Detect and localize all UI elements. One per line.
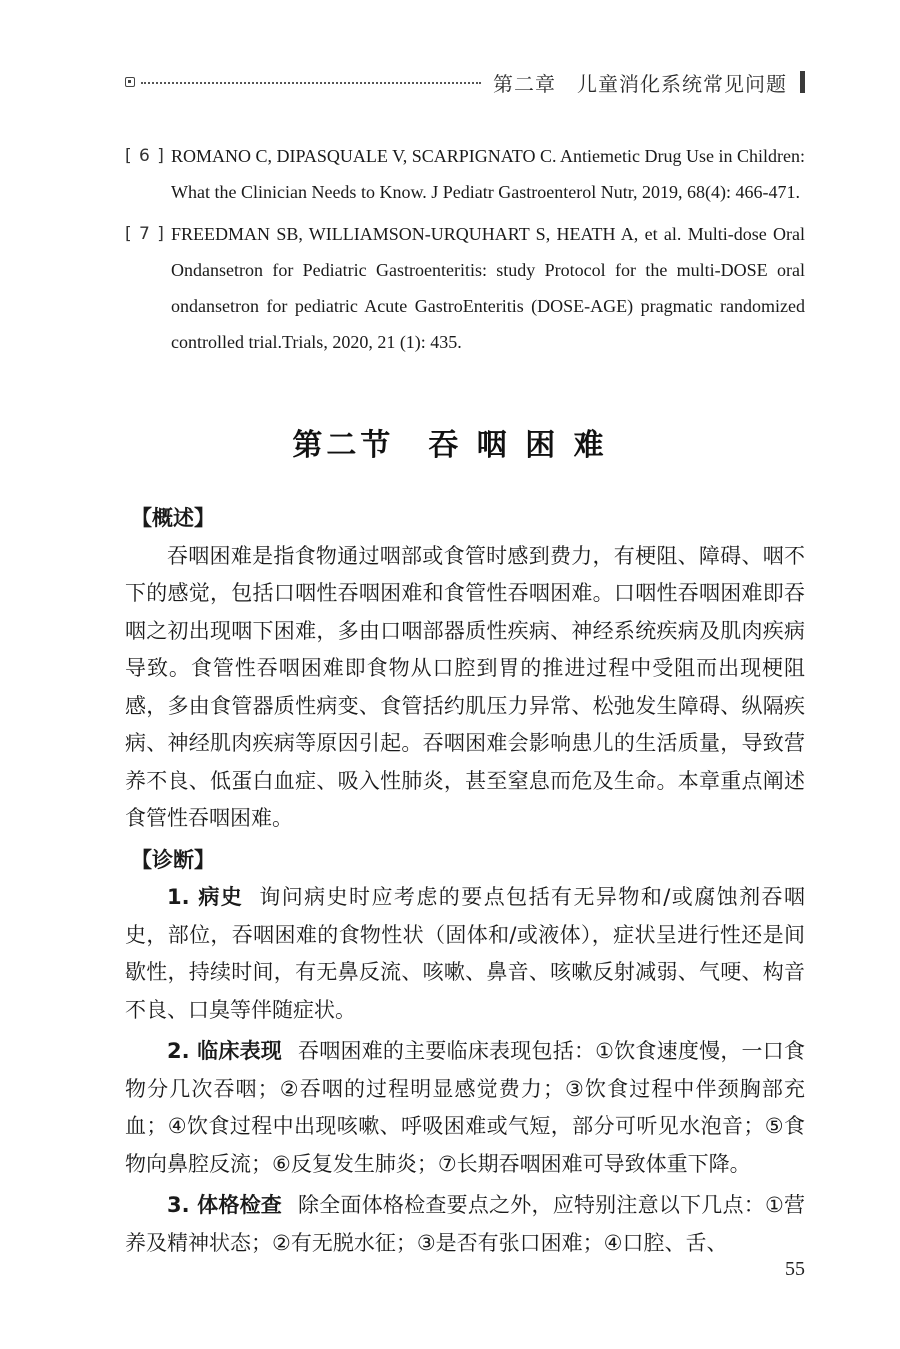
item-text: 询问病史时应考虑的要点包括有无异物和/或腐蚀剂吞咽史，部位，吞咽困难的食物性状（固体和/或液体），症状呈进行性还是间歇性，持续时间，有无鼻反流、咳嗽、鼻音、咳嗽反射减弱、气哽、构音不良、口臭等伴随症状。 <box>125 885 806 1022</box>
diagnosis-item-history <box>125 879 805 1029</box>
reference-number: [ 6 ] <box>125 146 165 166</box>
page-number: 55 <box>785 1258 805 1280</box>
body-text <box>125 500 805 1262</box>
item-term: 1. 病史 <box>167 885 244 909</box>
item-text: 吞咽困难的主要临床表现包括：①饮食速度慢，一口食物分几次吞咽；②吞咽的过程明显感觉费力；③饮食过程中伴颈胸部充血；④饮食过程中出现咳嗽、呼吸困难或气短，部分可听见水泡音；⑤食物向鼻腔反流；⑥反复发生肺炎；⑦长期吞咽困难可导致体重下降。 <box>125 1039 806 1176</box>
header-ornament-icon <box>125 77 135 87</box>
overview-paragraph: 吞咽困难是指食物通过咽部或食管时感到费力，有梗阻、障碍、咽不下的感觉，包括口咽性吞咽困难和食管性吞咽困难。口咽性吞咽困难即吞咽之初出现咽下困难，多由口咽部器质性疾病、神经系统疾病及肌肉疾病导致。食管性吞咽困难即食物从口腔到胃的推进过程中受阻而出现梗阻感，多由食管器质性病变、食管括约肌压力异常、松弛发生障碍、纵隔疾病、神经肌肉疾病等原因引起。吞咽困难会影响患儿的生活质量，导致营养不良、低蛋白血症、吸入性肺炎，甚至窒息而危及生命。本章重点阐述食管性吞咽困难。 <box>125 543 805 830</box>
reference-item <box>125 216 805 360</box>
header-dotted-rule <box>141 82 481 84</box>
diagnosis-item-exam <box>125 1187 805 1262</box>
reference-text: FREEDMAN SB, WILLIAMSON-URQUHART S, HEATH A, et al. Multi-dose Oral Ondansetron for Pediatric Gastroenteritis: study Protocol for the multi-DOSE oral ondansetron for pediatric Acute GastroEnteritis (DOSE-AGE) pragmatic randomized controlled trial.Trials, 2020, 21 (1): 435. <box>171 224 805 352</box>
reference-list <box>125 138 805 360</box>
item-term: 3. 体格检查 <box>167 1193 283 1217</box>
reference-text: ROMANO C, DIPASQUALE V, SCARPIGNATO C. Antiemetic Drug Use in Children: What the Clinician Needs to Know. J Pediatr Gastroenterol Nutr, 2019, 68(4): 466-471. <box>171 146 805 202</box>
overview-heading: 【概述】 <box>131 506 215 530</box>
diagnosis-item-clinical <box>125 1033 805 1183</box>
reference-item <box>125 138 805 210</box>
diagnosis-heading: 【诊断】 <box>131 847 215 872</box>
item-term: 2. 临床表现 <box>167 1039 283 1063</box>
reference-number: [ 7 ] <box>125 224 165 244</box>
header-bar <box>800 71 805 93</box>
item-text: 除全面体格检查要点之外，应特别注意以下几点：①营养及精神状态；②有无脱水征；③是否有张口困难；④口腔、舌、 <box>125 1193 806 1255</box>
running-header <box>125 68 805 100</box>
section-title: 第二节 吞 咽 困 难 <box>292 428 608 463</box>
chapter-title: 第二章 儿童消化系统常见问题 <box>493 72 787 96</box>
